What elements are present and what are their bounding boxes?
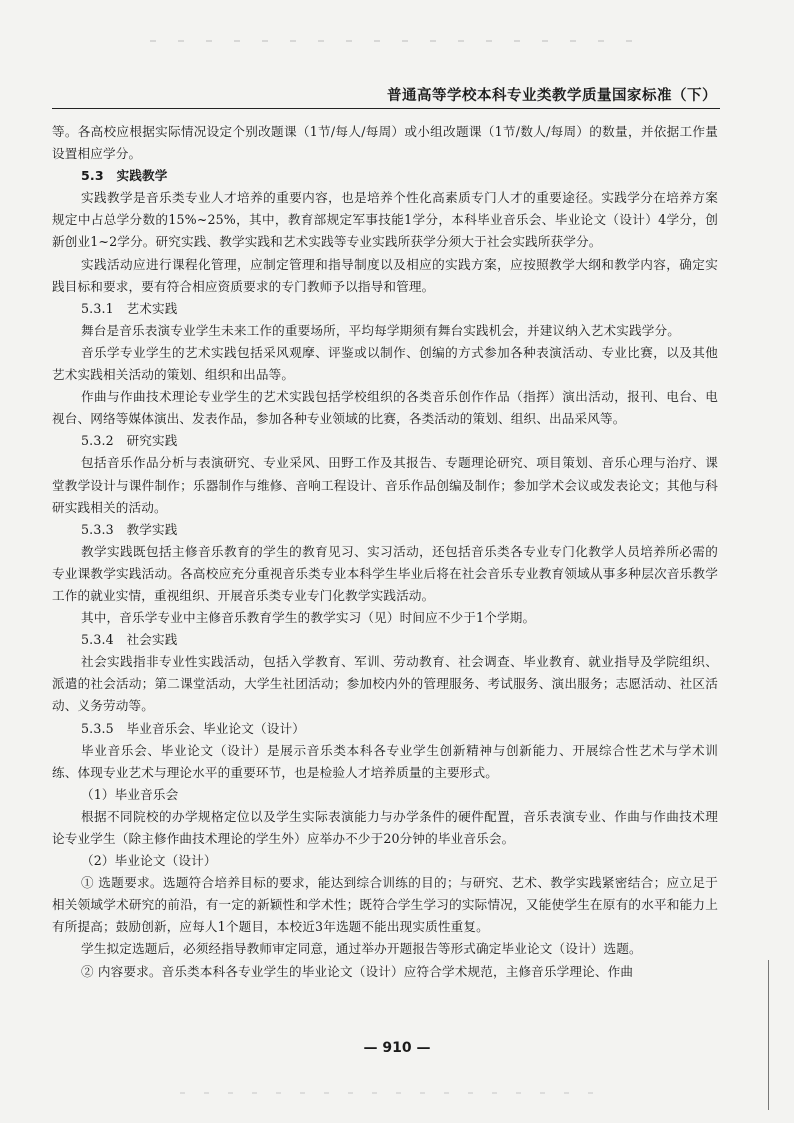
body-paragraph: 教学实践既包括主修音乐教育的学生的教育见习、实习活动，还包括音乐类各专业专门化教学人员培养所必需的专业课教学实践活动。各高校应充分重视音乐类专业本科学生毕业后将在社会音乐专业教育领域从事多种层次音乐教学工作的就业实情，重视组织、开展音乐类专业专门化教学实践活动。 xyxy=(52,543,718,603)
body-paragraph: 毕业音乐会、毕业论文（设计）是展示音乐类本科各专业学生创新精神与创新能力、开展综合性艺术与学术训练、体现专业艺术与理论水平的重要环节，也是检验人才培养质量的主要形式。 xyxy=(52,742,718,780)
body-paragraph: 学生拟定选题后，必须经指导教师审定同意，通过举办开题报告等形式确定毕业论文（设计）选题。 xyxy=(81,941,642,957)
scan-edge-line xyxy=(768,960,769,1110)
section-heading: 5.3.5 毕业音乐会、毕业论文（设计） xyxy=(81,720,305,736)
body-paragraph: 根据不同院校的办学规格定位以及学生实际表演能力与办学条件的硬件配置，音乐表演专业、作曲与作曲技术理论专业学生（除主修作曲技术理论的学生外）应举办不少于20分钟的毕业音乐会。 xyxy=(52,808,718,846)
section-heading: 5.3.4 社会实践 xyxy=(81,632,178,648)
section-heading: （1）毕业音乐会 xyxy=(81,786,179,802)
running-header: 普通高等学校本科专业类教学质量国家标准（下） xyxy=(387,88,717,104)
section-heading: 5.3 实践教学 xyxy=(81,168,168,184)
section-heading: 5.3.3 教学实践 xyxy=(81,521,178,537)
body-paragraph: 社会实践指非专业性实践活动，包括入学教育、军训、劳动教育、社会调查、毕业教育、就业指导及学院组织、派遣的社会活动；第二课堂活动，大学生社团活动；参加校内外的管理服务、考试服务、演出服务；志愿活动、社区活动、义务劳动等。 xyxy=(52,654,718,714)
scan-speckle-bottom xyxy=(180,1092,600,1094)
section-heading: 5.3.2 研究实践 xyxy=(81,433,178,449)
body-paragraph: 包括音乐作品分析与表演研究、专业采风、田野工作及其报告、专题理论研究、项目策划、音乐心理与治疗、课堂教学设计与课件制作；乐器制作与维修、音响工程设计、音乐作品创编及制作；参加学术会议或发表论文；其他与科研实践相关的活动。 xyxy=(52,455,718,515)
body-paragraph: 音乐学专业学生的艺术实践包括采风观摩、评鉴或以制作、创编的方式参加各种表演活动、专业比赛，以及其他艺术实践相关活动的策划、组织和出品等。 xyxy=(52,344,718,383)
body-paragraph: ① 选题要求。选题符合培养目标的要求，能达到综合训练的目的；与研究、艺术、教学实践紧密结合；应立足于相关领域学术研究的前沿，有一定的新颖性和学术性；既符合学生学习的实际情况，又能使学生在原有的水平和能力上有所提高；鼓励创新，应每人1个题目，本校近3年选题不能出现实质性重复。 xyxy=(52,875,718,935)
body-text xyxy=(52,121,718,983)
section-heading: （2）毕业论文（设计） xyxy=(81,853,217,869)
page-number: — 910 — xyxy=(363,1040,431,1056)
body-paragraph-continuation: 等。各高校应根据实际情况设定个别改题课（1节/每人/每周）或小组改题课（1节/数人/每周）的数量，并依据工作量设置相应学分。 xyxy=(52,124,718,162)
body-paragraph: 作曲与作曲技术理论专业学生的艺术实践包括学校组织的各类音乐创作作品（指挥）演出活动，报刊、电台、电视台、网络等媒体演出、发表作品，参加各种专业领域的比赛，各类活动的策划、组织、出品采风等。 xyxy=(52,389,718,427)
header-rule xyxy=(52,108,720,109)
body-paragraph: 实践活动应进行课程化管理，应制定管理和指导制度以及相应的实践方案，应按照教学大纲和教学内容，确定实践目标和要求，要有符合相应资质要求的专门教师予以指导和管理。 xyxy=(52,256,718,294)
body-paragraph: ② 内容要求。音乐类本科各专业学生的毕业论文（设计）应符合学术规范，主修音乐学理论、作曲 xyxy=(81,963,634,979)
body-paragraph: 其中，音乐学专业中主修音乐教育学生的教学实习（见）时间应不少于1个学期。 xyxy=(81,610,536,626)
body-paragraph: 舞台是音乐表演专业学生未来工作的重要场所，平均每学期须有舞台实践机会，并建议纳入艺术实践学分。 xyxy=(81,322,680,338)
scan-speckle-top xyxy=(150,40,650,42)
section-heading: 5.3.1 艺术实践 xyxy=(81,300,178,316)
body-paragraph: 实践教学是音乐类专业人才培养的重要内容，也是培养个性化高素质专门人才的重要途径。实践学分在培养方案规定中占总学分数的15%~25%，其中，教育部规定军事技能1学分，本科毕业音乐会、毕业论文（设计）4学分，创新创业1~2学分。研究实践、教学实践和艺术实践等专业实践所获学分须大于社会实践所获学分。 xyxy=(52,190,718,250)
